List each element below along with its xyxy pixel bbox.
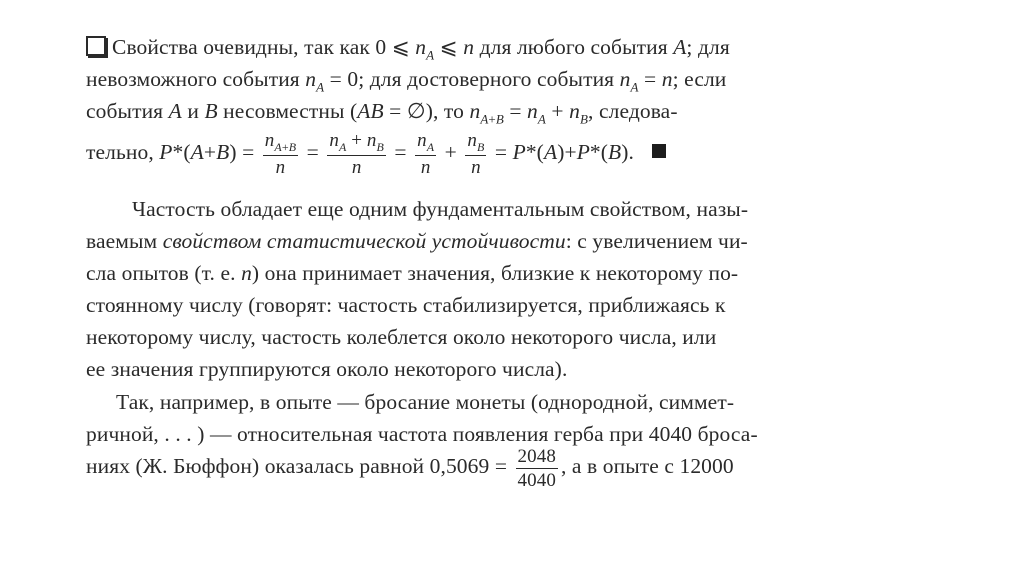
para2-line-4: стоянному числу (говорят: частость стабилизируется, приближаясь к <box>86 293 726 317</box>
fraction-4: $\frac{n_B}{n}$ <box>467 130 485 178</box>
para3-tail: , а в опыте с 12000 <box>560 454 734 478</box>
para2-line-6: ее значения группируются около некоторого числа). <box>86 357 568 381</box>
proof-line-2: невозможного события $n_A = 0$; для достоверного события $n_A = n$; если <box>86 67 727 95</box>
para3-line-2: ричной, . . . ) — относительная частота появления герба при 4040 броса- <box>86 422 758 446</box>
para2-line-5: некоторому числу, частость колеблется около некоторого числа, или <box>86 325 717 349</box>
fraction-2: $\frac{n_A + n_B}{n}$ <box>329 130 384 178</box>
proof-line-1-a: Свойства очевидны, так как 0 ⩽ $n_A$ ⩽ n для любого события A; для <box>112 35 730 63</box>
proof-line-3: события A и B несовместны (AB = ∅), то $n_{A+B} = n_A + n_B$, следова- <box>86 99 678 127</box>
para2-line-3: сла опытов (т. е. n) она принимает значения, близкие к некоторому по- <box>86 261 739 285</box>
para3-line-3 <box>86 440 734 492</box>
proof-line-1 <box>86 34 730 68</box>
para3-line-1: Так, например, в опыте — бросание монеты (однородной, симмет- <box>116 390 735 414</box>
qed-square-icon <box>652 144 666 158</box>
fraction-numerator: 2048 <box>517 445 556 467</box>
para2-line-2: ваемым свойством статистической устойчивости: с увеличением чи- <box>86 229 748 253</box>
fraction-2048-4040 <box>516 447 558 490</box>
proof-line-4: тельно, P*(A+B) = $\frac{n_{A+B}}{n}$ = $\frac{n_A + n_B}{n}$ = $\frac{n_A}{n}$ + $\frac{n_B}{n}$ = P*(A)+P*(B). <box>86 128 666 177</box>
fraction-denominator: 4040 <box>517 469 556 491</box>
fraction-3: $\frac{n_A}{n}$ <box>417 130 435 178</box>
checkbox-icon <box>86 36 106 56</box>
fraction-1: $\frac{n_{A+B}}{n}$ <box>264 130 297 178</box>
para3-line-3-text: ниях (Ж. Бюффон) оказалась равной 0,5069 = <box>86 454 508 478</box>
italic-term: свойством статистической устойчивости <box>162 229 566 253</box>
para2-line-1: Частость обладает еще одним фундаментальным свойством, назы- <box>132 197 749 221</box>
